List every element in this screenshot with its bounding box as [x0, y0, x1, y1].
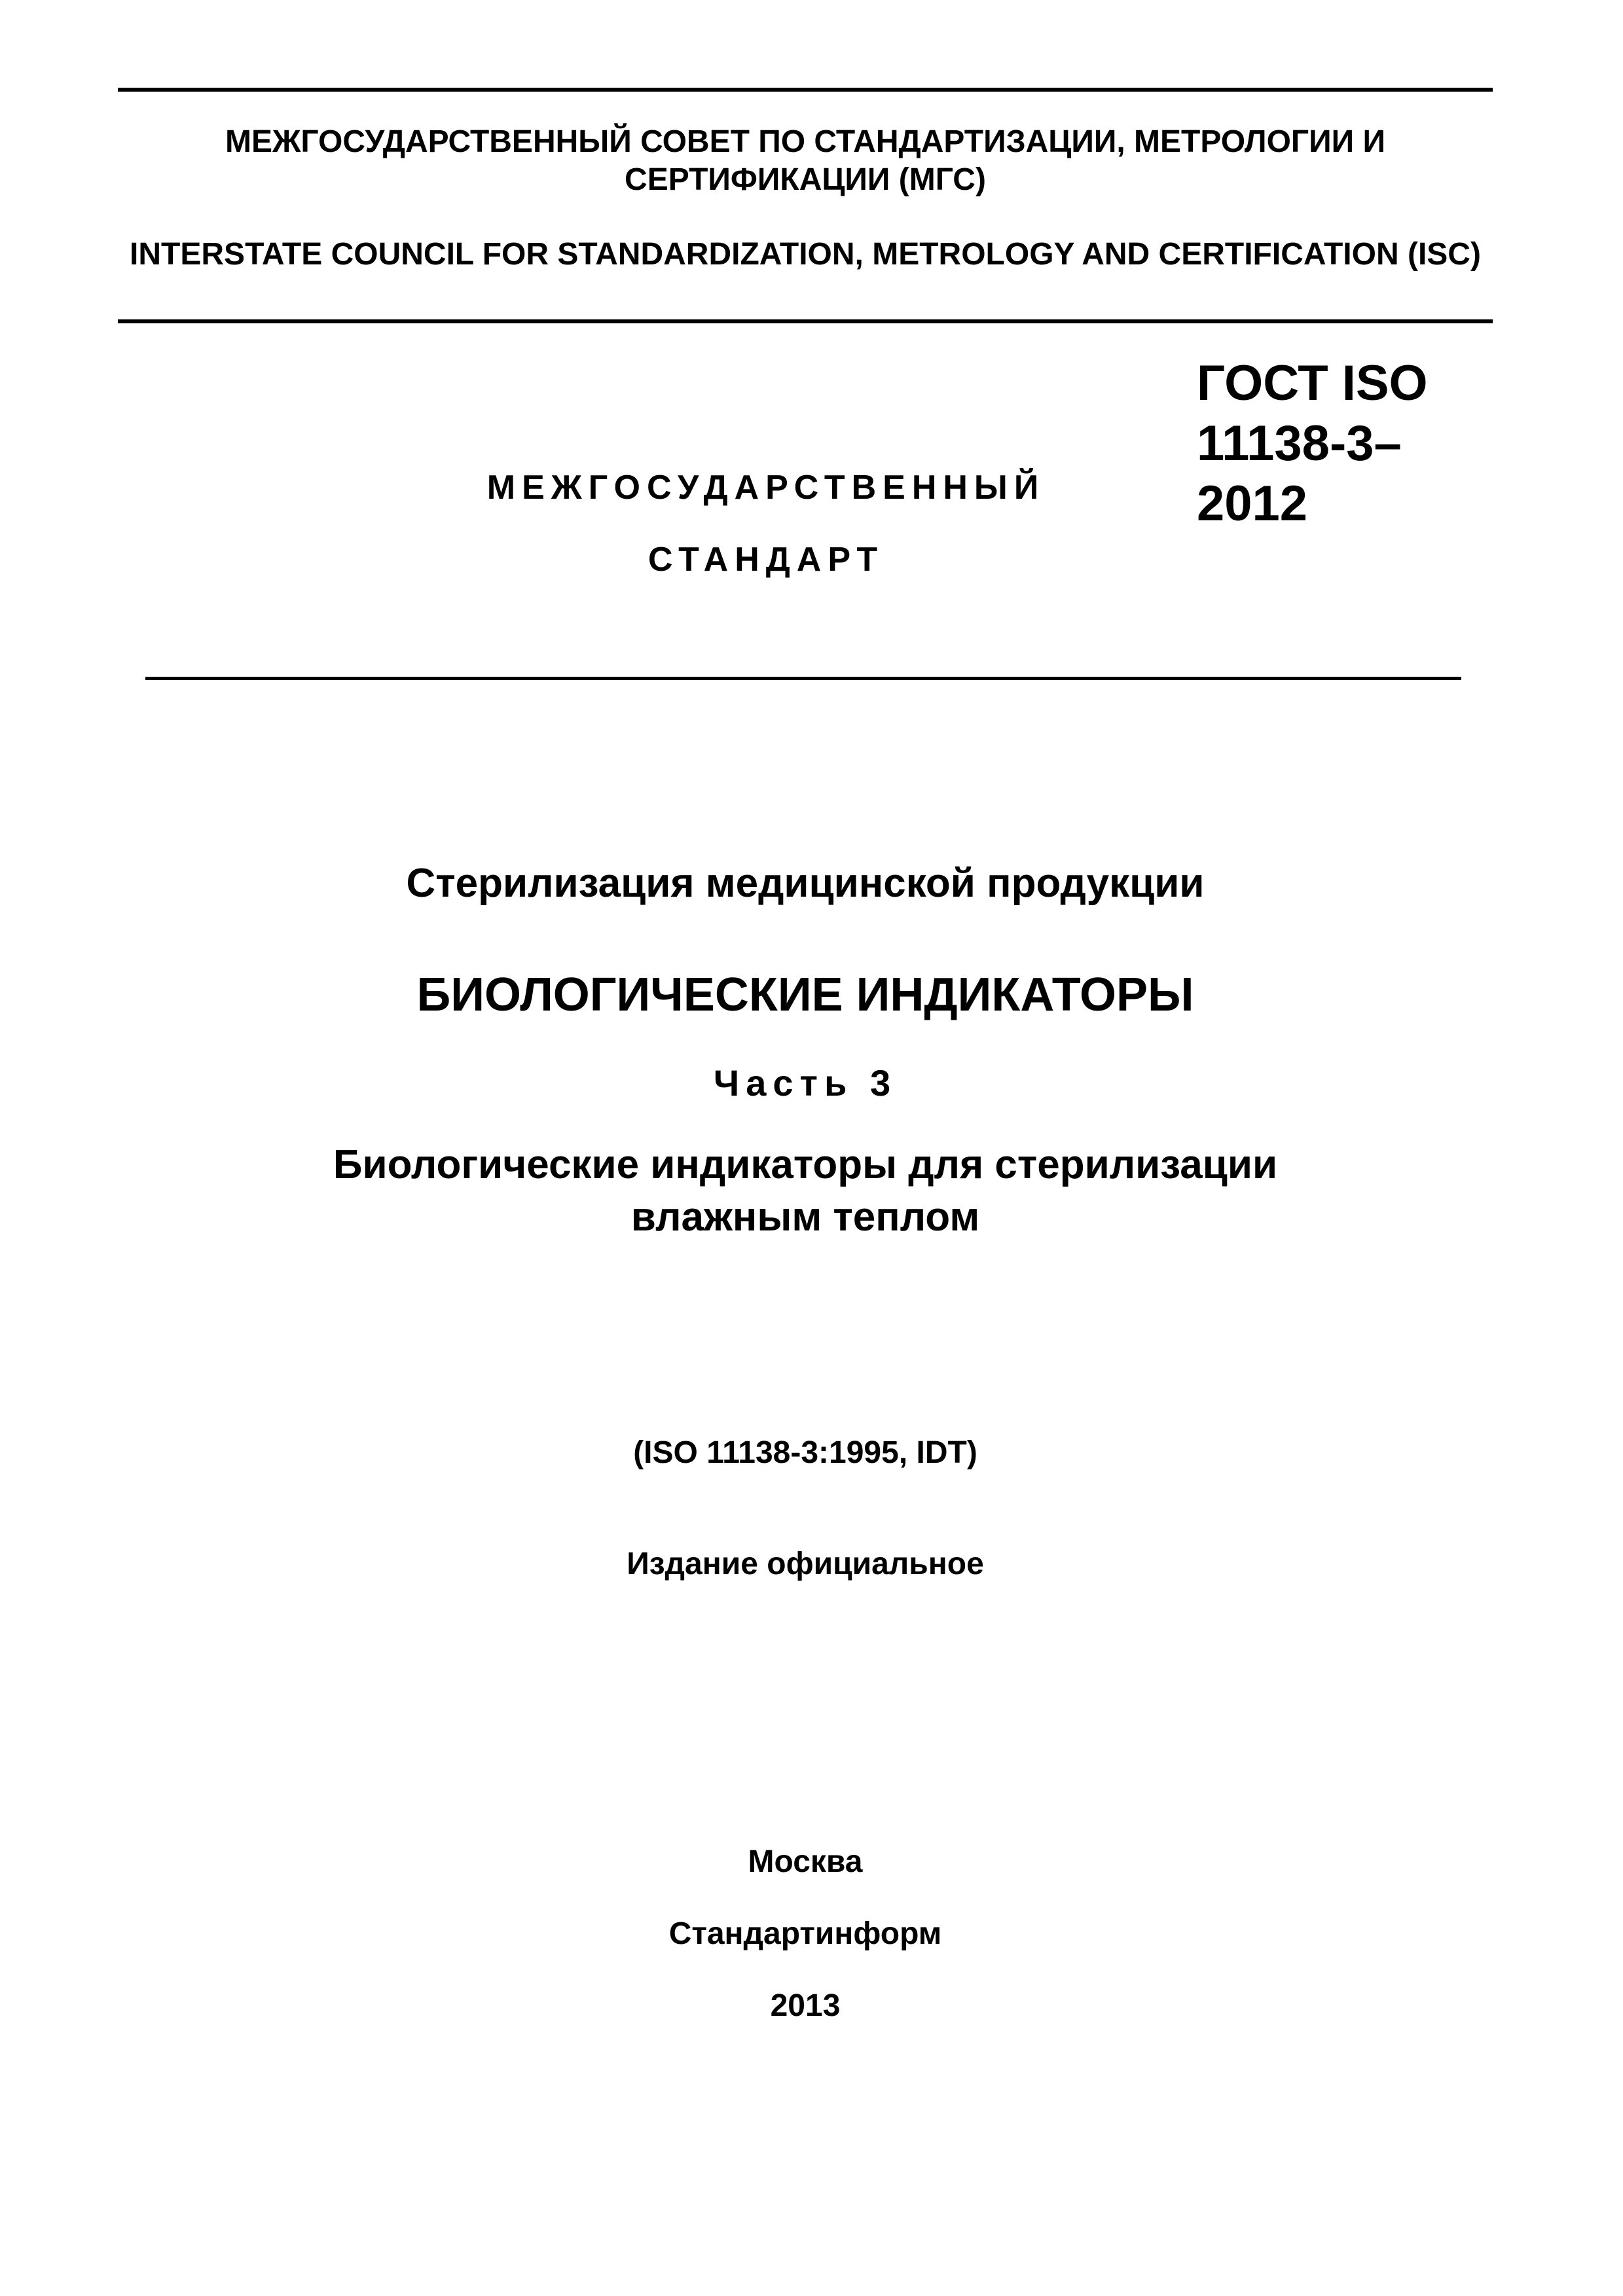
document-title-caps: БИОЛОГИЧЕСКИЕ ИНДИКАТОРЫ: [416, 969, 1194, 1021]
title-divider: [145, 677, 1461, 680]
document-subtitle-line1: Биологические индикаторы для стерилизации: [333, 1142, 1278, 1187]
standard-id-line3: 2012: [1197, 476, 1308, 531]
standard-id: [1197, 353, 1472, 534]
council-name-en: INTERSTATE COUNCIL FOR STANDARDIZATION, METROLOGY AND CERTIFICATION (ISC): [130, 237, 1481, 272]
header-divider: [118, 319, 1493, 323]
standard-kind: [419, 452, 1113, 596]
publisher-name: Стандартинформ: [668, 1916, 942, 1951]
top-divider: [118, 88, 1493, 92]
edition-label: Издание официальное: [627, 1547, 984, 1581]
document-part: Часть 3: [713, 1062, 898, 1103]
document-subtitle: [118, 1139, 1493, 1244]
publication-year: 2013: [770, 1988, 841, 2023]
standard-id-line1: ГОСТ ISO: [1197, 355, 1428, 411]
document-title: Стерилизация медицинской продукции: [406, 861, 1205, 906]
publisher-block: [118, 1826, 1493, 2042]
standard-id-line2: 11138-3–: [1197, 416, 1402, 471]
standard-kind-line1: МЕЖГОСУДАРСТВЕННЫЙ: [486, 469, 1046, 507]
publisher-city: Москва: [748, 1844, 863, 1879]
standard-kind-line2: СТАНДАРТ: [647, 541, 884, 579]
iso-reference: (ISO 11138-3:1995, IDT): [633, 1435, 977, 1470]
document-subtitle-line2: влажным теплом: [630, 1194, 980, 1240]
council-name-ru: МЕЖГОСУДАРСТВЕННЫЙ СОВЕТ ПО СТАНДАРТИЗАЦИИ, МЕТРОЛОГИИ И СЕРТИФИКАЦИИ (МГС): [225, 124, 1385, 197]
